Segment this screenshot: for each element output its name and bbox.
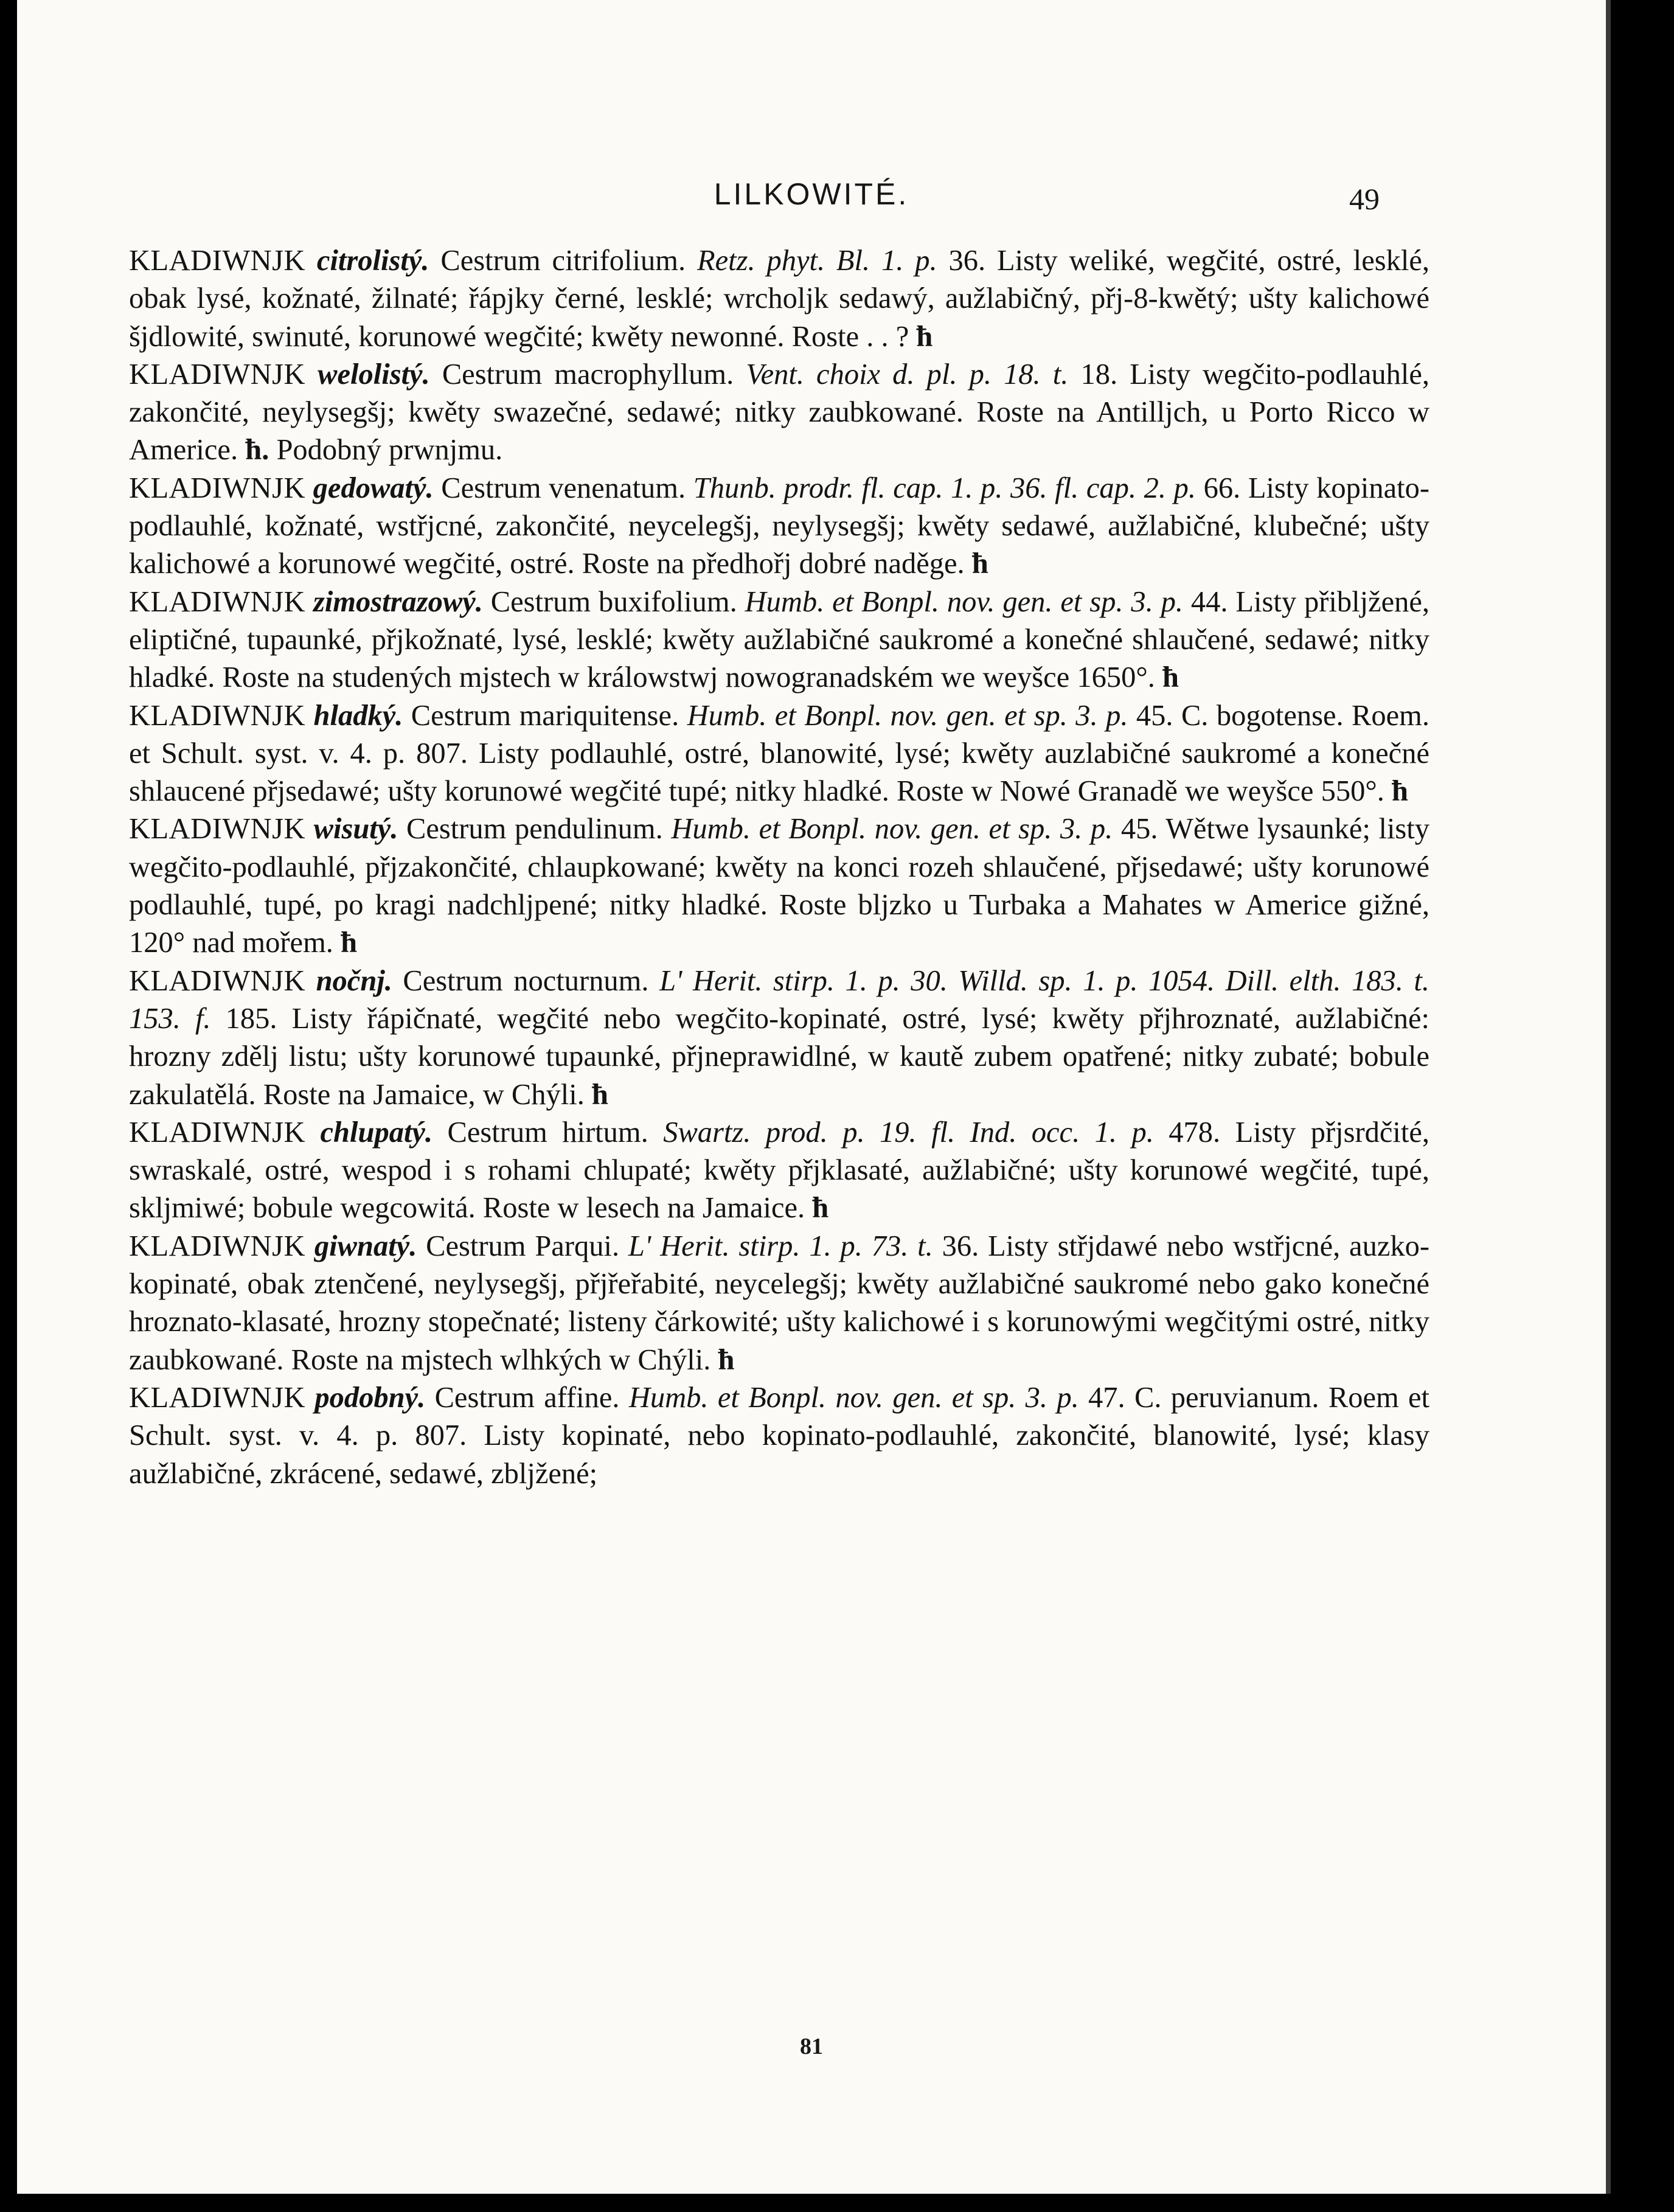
latin-name: Cestrum nocturnum. xyxy=(403,964,649,997)
species-epithet: citrolistý. xyxy=(316,245,429,277)
literature-reference: Vent. choix d. pl. p. 18. t. xyxy=(746,358,1069,391)
genus-name: KLADIWNJK xyxy=(129,358,306,391)
entry-mariquitense xyxy=(129,697,1429,811)
latin-name: Cestrum hirtum. xyxy=(447,1116,648,1149)
genus-name: KLADIWNJK xyxy=(129,699,306,732)
genus-name: KLADIWNJK xyxy=(129,813,306,846)
literature-reference: L' Herit. stirp. 1. p. 73. t. xyxy=(628,1229,933,1262)
literature-reference: Humb. et Bonpl. nov. gen. et sp. 3. p. xyxy=(671,813,1113,846)
entry-venenatum xyxy=(129,470,1429,583)
shrub-symbol: ħ xyxy=(971,548,988,580)
species-epithet: chlupatý. xyxy=(320,1116,433,1149)
shrub-symbol: ħ xyxy=(591,1078,608,1111)
description: 45. C. bogotense. Roem. et Schult. syst. v. 4. p. 807. Listy podlauhlé, ostré, blanowité, lysé; kwěty auzlabičné saukromé a konečné shlaucené přjsedawé; ušty korunowé wegčité tupé; nitky hladké. Roste w Nowé Granadě we weyšce 550°. xyxy=(129,699,1430,808)
page-edge-shadow xyxy=(1606,0,1611,2194)
latin-name: Cestrum citrifolium. xyxy=(440,245,686,277)
genus-name: KLADIWNJK xyxy=(129,471,306,504)
literature-reference: Humb. et Bonpl. nov. gen. et sp. 3. p. xyxy=(745,585,1184,618)
book-page xyxy=(17,0,1606,2194)
shrub-symbol: ħ xyxy=(916,320,933,353)
literature-reference: Thunb. prodr. fl. cap. 1. p. 36. fl. cap. 2. p. xyxy=(693,471,1196,504)
latin-name: Cestrum mariquitense. xyxy=(411,699,679,732)
entry-pendulinum xyxy=(129,810,1429,962)
description: 185. Listy řápičnaté, wegčité nebo wegčito-kopinaté, ostré, lysé; kwěty přjhroznaté, aužlabičné: hrozny zdělj listu; ušty korunowé tupaunké, přjneprawidlné, w kautě zubem opatřené; nitky zubaté; bobule zakulatělá. Roste na Jamaice, w Chýli. xyxy=(129,1002,1429,1111)
genus-name: KLADIWNJK xyxy=(129,245,306,277)
running-title: LILKOWITÉ. xyxy=(714,177,909,211)
latin-name: Cestrum venenatum. xyxy=(441,471,686,504)
printer-signature: 81 xyxy=(800,2034,823,2059)
genus-name: KLADIWNJK xyxy=(129,1381,306,1414)
entry-nocturnum xyxy=(129,962,1429,1114)
page-number: 49 xyxy=(1349,182,1380,216)
description: 44. Listy přibljžené, eliptičné, tupaunké, přjkožnaté, lysé, lesklé; kwěty aužlabičné saukromé a konečné shlaučené, sedawé; nitky hladké. Roste na studených mjstech w králowstwj nowogranadském we weyšce 1650°. xyxy=(129,585,1430,694)
literature-reference: Swartz. prod. p. 19. fl. Ind. occ. 1. p. xyxy=(663,1116,1154,1149)
description: 36. Listy střjdawé nebo wstřjcné, auzko-kopinaté, obak ztenčené, neylysegšj, přjřeřabité, neycelegšj; kwěty aužlabičné saukromé nebo gako konečné hroznato-klasaté, hrozny stopečnaté; listeny čárkowité; ušty kalichowé i s korunowými wegčitými ostré, nitky zaubkowané. Roste na mjstech wlhkých w Chýli. xyxy=(129,1229,1430,1376)
species-epithet: wisutý. xyxy=(313,813,398,846)
entry-citrifolium xyxy=(129,242,1429,356)
latin-name: Cestrum Parqui. xyxy=(426,1229,620,1262)
text-block xyxy=(129,242,1429,1493)
entry-parqui xyxy=(129,1228,1429,1379)
literature-reference: Humb. et Bonpl. nov. gen. et sp. 3. p. xyxy=(687,699,1128,732)
description: 478. Listy přjsrdčité, swraskalé, ostré, wespod i s rohami chlupaté; kwěty přjklasaté, aužlabičné; ušty korunowé wegčité, tupé, skljmiwé; bobule wegcowitá. Roste w lesech na Jamaice. xyxy=(129,1116,1430,1225)
shrub-symbol: ħ xyxy=(1391,775,1408,808)
description: 47. C. peruvianum. Roem et Schult. syst. v. 4. p. 807. Listy kopinaté, nebo kopinato-podlauhlé, zakončité, blanowité, lysé; klasy aužlabičné, zkrácené, sedawé, zbljžené; xyxy=(129,1381,1430,1490)
entry-macrophyllum xyxy=(129,356,1429,470)
literature-reference: Retz. phyt. Bl. 1. p. xyxy=(696,245,937,277)
genus-name: KLADIWNJK xyxy=(129,1116,306,1149)
species-epithet: welolistý. xyxy=(318,358,430,391)
shrub-symbol: ħ xyxy=(341,927,358,959)
latin-name: Cestrum affine. xyxy=(434,1381,620,1414)
shrub-symbol: ħ. xyxy=(245,434,269,467)
species-epithet: podobný. xyxy=(314,1381,426,1414)
species-epithet: gedowatý. xyxy=(313,471,434,504)
genus-name: KLADIWNJK xyxy=(129,585,306,618)
species-epithet: hladký. xyxy=(313,699,403,732)
latin-name: Cestrum pendulinum. xyxy=(406,813,663,846)
species-epithet: zimostrazowý. xyxy=(313,585,483,618)
description-note: Podobný prwnjmu. xyxy=(276,434,503,467)
latin-name: Cestrum macrophyllum. xyxy=(442,358,734,391)
description: 66. Listy kopinato-podlauhlé, kožnaté, wstřjcné, zakončité, neycelegšj, neylysegšj; kwěty sedawé, aužlabičné, klubečné; ušty kalichowé a korunowé wegčité, ostré. Roste na předhořj dobré naděge. xyxy=(129,471,1430,580)
description: 18. Listy wegčito-podlauhlé, zakončité, neylysegšj; kwěty swazečné, sedawé; nitky zaubkowané. Roste na Antilljch, u Porto Ricco w Americe. xyxy=(129,358,1429,467)
literature-reference: L' Herit. stirp. 1. p. 30. Willd. sp. 1. p. 1054. Dill. elth. 183. t. 153. f. xyxy=(129,964,1430,1035)
latin-name: Cestrum buxifolium. xyxy=(490,585,737,618)
shrub-symbol: ħ xyxy=(1162,661,1179,694)
shrub-symbol: ħ xyxy=(812,1192,829,1225)
shrub-symbol: ħ xyxy=(718,1343,735,1376)
description: 45. Wětwe lysaunké; listy wegčito-podlauhlé, přjzakončité, chlaupkowané; kwěty na konci rozeh shlaučené, přjsedawé; ušty korunowé podlauhlé, tupé, po kragi nadchljpené; nitky hladké. Roste bljzko u Turbaka a Mahates w Americe gižné, 120° nad mořem. xyxy=(129,813,1430,959)
genus-name: KLADIWNJK xyxy=(129,1229,306,1262)
species-epithet: giwnatý. xyxy=(314,1229,417,1262)
description: 36. Listy weliké, wegčité, ostré, lesklé, obak lysé, kožnaté, žilnaté; řápjky černé, lesklé; wrcholjk sedawý, aužlabičný, přj-8-kwětý; ušty kalichowé šjdlowité, swinuté, korunowé wegčité; kwěty newonné. Roste . . ? xyxy=(129,245,1430,353)
genus-name: KLADIWNJK xyxy=(129,964,306,997)
entry-buxifolium xyxy=(129,583,1429,697)
species-epithet: nočnj. xyxy=(316,964,392,997)
entry-affine xyxy=(129,1379,1429,1493)
literature-reference: Humb. et Bonpl. nov. gen. et sp. 3. p. xyxy=(628,1381,1079,1414)
entry-hirtum xyxy=(129,1114,1429,1228)
